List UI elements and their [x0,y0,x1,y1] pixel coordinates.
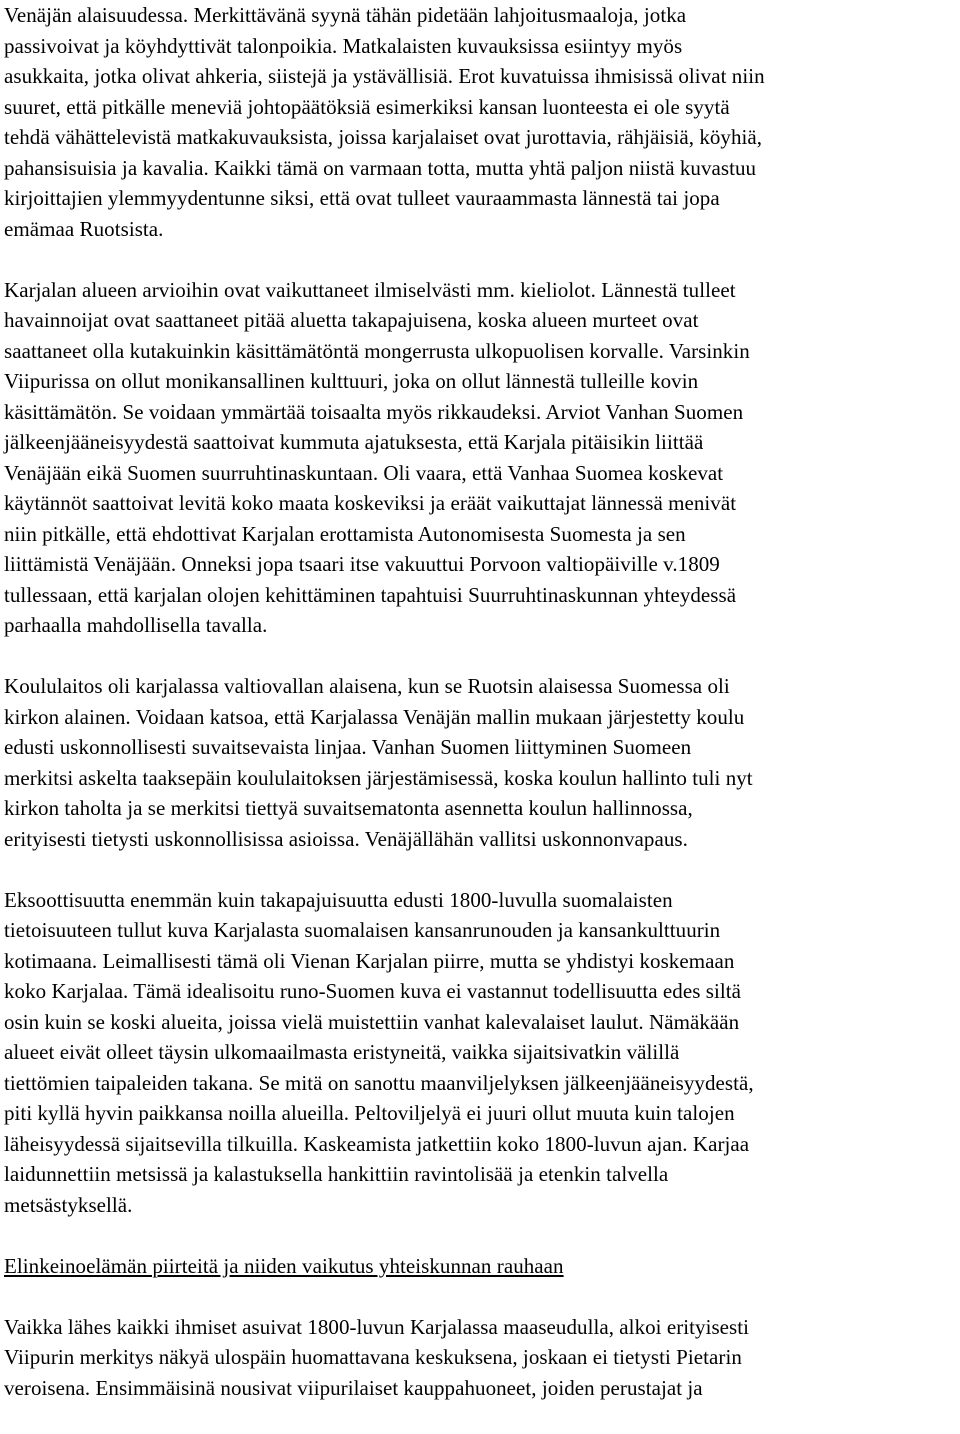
text-line: tullessaan, että karjalan olojen kehittäminen tapahtuisi Suurruhtinaskunnan yhteydessä [4,582,737,607]
text-line: veroisena. Ensimmäisinä nousivat viipurilaiset kauppahuoneet, joiden perustajat ja [4,1375,703,1400]
section-heading: Elinkeinoelämän piirteitä ja niiden vaikutus yhteiskunnan rauhaan [4,1253,564,1278]
text-line: pahansisuisia ja kavalia. Kaikki tämä on varmaan totta, mutta yhtä paljon niistä kuvastuu [4,155,757,180]
text-line: edusti uskonnollisesti suvaitsevaista linjaa. Vanhan Suomen liittyminen Suomeen [4,735,692,759]
text-line: havainnoijat ovat saattaneet pitää aluetta takapajuisena, koska alueen murteet ovat [4,308,699,332]
text-line: laidunnettiin metsissä ja kalastuksella hankittiin ravintolisää ja etenkin talvella [4,1162,669,1186]
text-line: läheisyydessä sijaitsevilla tilkuilla. Kaskeamista jatkettiin koko 1800-luvun ajan. Karjaa [4,1131,750,1156]
document-page [4,0,954,1434]
text-line: kotimaana. Leimallisesti tämä oli Vienan Karjalan piirre, mutta se yhdistyi koskemaan [4,948,735,973]
text-line: piti kyllä hyvin paikkansa noilla alueilla. Peltoviljelyä ei juuri ollut muuta kuin talojen [4,1101,735,1125]
text-line: tehdä vähättelevistä matkakuvauksista, joissa karjalaiset ovat jurottavia, rähjäisiä, köyhiä, [4,125,763,149]
text-line: asukkaita, jotka olivat ahkeria, siistejä ja ystävällisiä. Erot kuvatuissa ihmisissä olivat niin [4,64,765,88]
text-line: Vaikka lähes kaikki ihmiset asuivat 1800-luvun Karjalassa maaseudulla, alkoi erityisesti [4,1314,750,1339]
final-paragraph [4,1312,954,1404]
text-line: Viipurin merkitys näkyä ulospäin huomattavana keskuksena, joskaan ei tietysti Pietarin [4,1345,742,1369]
text-line: kirkon taholta ja se merkitsi tiettyä suvaitsematonta asennetta koulun hallinnossa, [4,796,693,820]
text-line: tietoisuuteen tullut kuva Karjalasta suomalaisen kansanrunouden ja kansankulttuurin [4,918,721,942]
text-line: alueet eivät olleet täysin ulkomaailmasta eristyneitä, vaikka sijaitsivatkin välillä [4,1040,680,1064]
text-line: käsittämätön. Se voidaan ymmärtää toisaalta myös rikkaudeksi. Arviot Vanhan Suomen [4,399,744,424]
paragraph [4,0,954,244]
text-line: tiettömien taipaleiden takana. Se mitä on sanottu maanviljelyksen jälkeenjääneisyydestä, [4,1070,754,1095]
text-line: Venäjään eikä Suomen suurruhtinaskuntaan. Oli vaara, että Vanhaa Suomea koskevat [4,460,724,485]
paragraph [4,275,954,641]
text-line: passivoivat ja köyhdyttivät talonpoikia. Matkalaisten kuvauksissa esiintyy myös [4,33,683,58]
paragraph [4,885,954,1221]
text-line: liittämistä Venäjään. Onneksi jopa tsaari itse vakuuttui Porvoon valtiopäiville v.1809 [4,552,720,576]
text-line: parhaalla mahdollisella tavalla. [4,613,268,637]
text-line: suuret, että pitkälle meneviä johtopäätöksiä esimerkiksi kansan luonteesta ei ole syytä [4,94,730,119]
text-line: kirjoittajien ylemmyydentunne siksi, että ovat tulleet vauraammasta lännestä tai jopa [4,186,720,210]
text-line: Eksoottisuutta enemmän kuin takapajuisuutta edusti 1800-luvulla suomalaisten [4,887,673,912]
text-line: metsästyksellä. [4,1192,133,1217]
text-line: Venäjän alaisuudessa. Merkittävänä syynä tähän pidetään lahjoitusmaaloja, jotka [4,3,687,27]
text-line: käytännöt saattoivat levitä koko maata koskeviksi ja eräät vaikuttajat lännessä menivät [4,491,737,515]
text-line: emämaa Ruotsista. [4,216,164,241]
text-line: osin kuin se koski alueita, joissa vielä muistettiin vanhat kalevalaiset laulut. Nämäkään [4,1009,740,1034]
text-line: erityisesti tietysti uskonnollisissa asioissa. Venäjällähän vallitsi uskonnonvapaus. [4,826,688,851]
text-line: Koululaitos oli karjalassa valtiovallan alaisena, kun se Ruotsin alaisessa Suomessa oli [4,674,730,698]
paragraph [4,671,954,854]
text-line: merkitsi askelta taaksepäin koululaitoksen järjestämisessä, koska koulun hallinto tuli nyt [4,765,753,790]
text-line: niin pitkälle, että ehdottivat Karjalan erottamista Autonomisesta Suomesta ja sen [4,521,686,546]
text-line: kirkon alainen. Voidaan katsoa, että Karjalassa Venäjän mallin mukaan järjestetty koulu [4,704,745,729]
text-line: Karjalan alueen arvioihin ovat vaikuttaneet ilmiselvästi mm. kieliolot. Lännestä tulleet [4,277,736,302]
text-line: saattaneet olla kutakuinkin käsittämätöntä mongerrusta ulkopuolisen korvalle. Varsinkin [4,338,750,363]
text-line: Viipurissa on ollut monikansallinen kulttuuri, joka on ollut lännestä tulleille kovin [4,369,699,393]
body-text [4,0,954,1220]
text-line: jälkeenjääneisyydestä saattoivat kummuta ajatuksesta, että Karjala pitäisikin liittää [4,430,704,454]
text-line: koko Karjalaa. Tämä idealisoitu runo-Suomen kuva ei vastannut todellisuutta edes siltä [4,979,741,1003]
